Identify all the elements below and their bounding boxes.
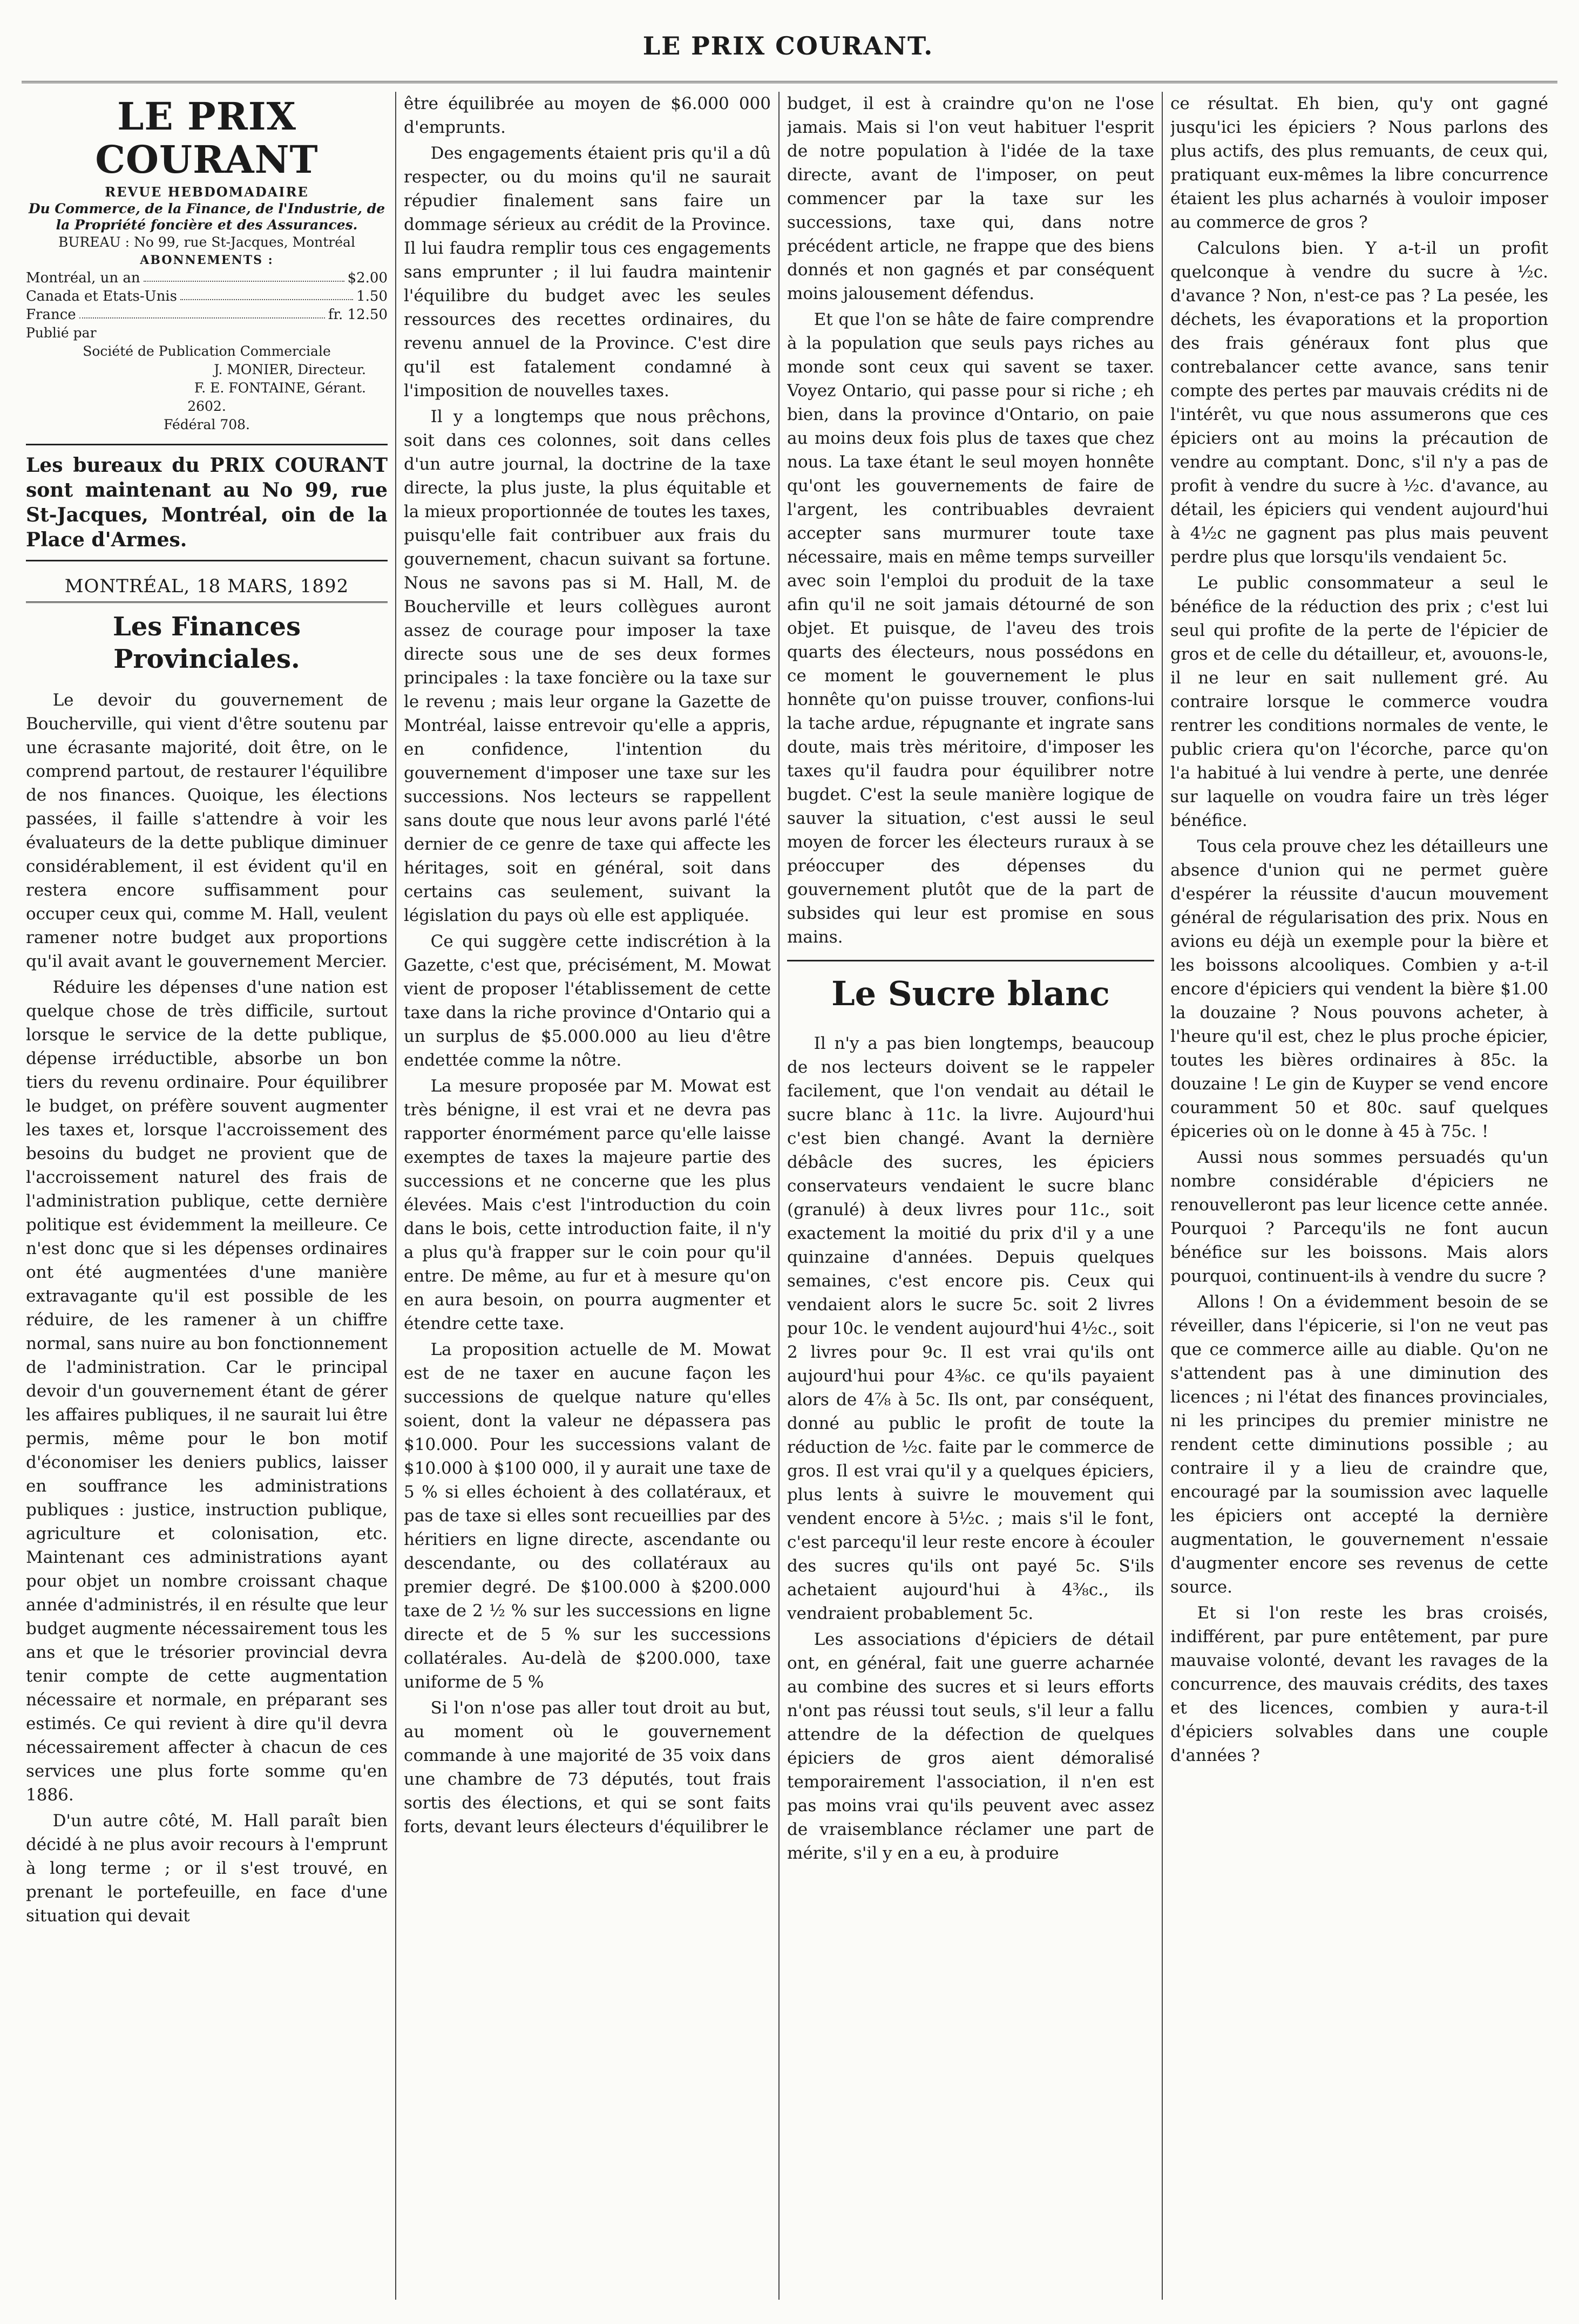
paragraph: Réduire les dépenses d'une nation est quelque chose de très difficile, surtout lorsque le service de la dette publique, dépense irréductible, absorbe un bon tiers du revenu ordinaire. Pour équilibrer le budget, on préfère souvent augmenter les taxes et, lorsque l'accroissement des besoins du budget ne provient que de l'accroissement naturel des frais de l'administration publique, cette dernière politique est évidemment la meilleure. Ce n'est donc que si les dépenses ordinaires ont été augmentées d'une manière extravagante qu'il est possible de les réduire, de les ramener à un chiffre normal, sans nuire au bon fonctionnement de l'administration. Car le principal devoir d'un gouvernement étant de gérer les affaires publiques, il ne saurait lui être permis, même pour le bon motif d'économiser les deniers publics, laisser en souffrance les administrations publiques : justice, instruction publique, agriculture et colonisation, etc. Maintenant ces administrations ayant pour objet un nombre croissant chaque année d'administrés, il en résulte que leur budget augmente nécessairement tous les ans et que le trésorier provincial devra tenir compte de cette augmentation nécessaire et normale, en préparant ses estimés. Ce qui revient à dire qu'il devra nécessairement affecter à chacun de ces services une plus forte somme qu'en 1886. (26, 978, 388, 1805)
phone-2: Fédéral 708. (163, 417, 250, 432)
rate-place: Canada et Etats-Unis (26, 288, 177, 304)
paragraph: Il n'y a pas bien longtemps, beaucoup de nos lecteurs doivent se le rappeler facilement, que l'on vendait au détail le sucre blanc à 11c. la livre. Aujourd'hui c'est bien changé. Avant la dernière débâcle des sucres, les épiciers conservateurs vendaient le sucre blanc (granulé) à deux livres pour 11c., soit exactement la moitié du prix d'il y a une quinzaine d'années. Depuis quelques semaines, c'est encore pis. Ceux qui vendaient alors le sucre 5c. soit 2 livres pour 10c. le vendent aujourd'hui 4½c., soit 2 livres pour 9c. Il est vrai qu'ils ont aujourd'hui pour 4⅜c. ce qu'ils payaient alors de 4⅞ à 5c. Ils ont, par conséquent, donné au public le profit de toute la réduction de ½c. faite par le commerce de gros. Il est vrai qu'il y a quelques épiciers, plus lents à suivre le mouvement qui vendent encore à 5½c. ; mais s'il le font, c'est parcequ'il leur reste encore à écouler des sucres qu'ils ont payé 5c. S'ils achetaient aujourd'hui à 4⅜c., ils vendraient probablement 5c. (787, 1034, 1154, 1623)
paragraph: Aussi nous sommes persuadés qu'un nombre considérable d'épiciers ne renouvelleront pas leur licence cette année. Pourquoi ? Parcequ'ils ne font aucun bénéfice sur les boissons. Mais alors pourquoi, continuent-ils à vendre du sucre ? (1170, 1148, 1548, 1286)
subscription-rate (26, 269, 388, 287)
paragraph: Les associations d'épiciers de détail ont, en général, fait une guerre acharnée au combine des sucres et si leurs efforts n'ont pas réussi tout seuls, s'il leur a fallu attendre de la défection de quelques épiciers de gros aient démoralisé temporairement l'association, il n'en est pas moins vrai qu'ils peuvent avec assez de vraisemblance réclamer une part de mérite, s'il y en a eu, à produire (787, 1630, 1154, 1863)
director: J. MONIER, Directeur. (214, 362, 366, 377)
rate-place: France (26, 307, 76, 323)
article-title-sucre: Le Sucre blanc (831, 974, 1110, 1013)
paragraph: Si l'on n'ose pas aller tout droit au but, au moment où le gouvernement commande à une majorité de 35 voix dans une chambre de 73 députés, tout frais sortis des élections, et qui se sont faits forts, devant leurs électeurs d'équilibrer le (404, 1698, 771, 1837)
published-by: Publié par (26, 325, 97, 341)
masthead (26, 95, 388, 434)
rate-place: Montréal, un an (26, 270, 140, 286)
header-rule (22, 81, 1557, 83)
paragraph: Et si l'on reste les bras croisés, indifférent, par pure entêtement, par pure mauvaise volonté, devant les ravages de la concurrence, des mauvais crédits, des taxes et des licences, combien y aura-t-il d'épiciers solvables dans une couple d'années ? (1170, 1603, 1548, 1765)
column-3 (787, 92, 1154, 2294)
column-1 (26, 92, 388, 2294)
paragraph: D'un autre côté, M. Hall paraît bien décidé à ne plus avoir recours à l'emprunt à long terme ; or il s'est trouvé, en prenant le portefeuille, en face d'une situation qui devait (26, 1811, 388, 1926)
paragraph: être équilibrée au moyen de $6.000 000 d'emprunts. (404, 94, 771, 137)
column-2 (404, 92, 771, 2294)
paragraph: La proposition actuelle de M. Mowat est de ne taxer en aucune façon les successions de quelque nature qu'elles soient, dont la valeur ne dépassera pas $10.000. Pour les successions valant de $10.000 à $100 000, il y aurait une taxe de 5 % si elles échoient à des collatéraux, et pas de taxe si elles sont recueillies par des héritiers en ligne directe, ascendante ou descendante, ou des collatéraux au premier degré. De $100.000 à $200.000 taxe de 2 ½ % sur les successions en ligne directe et de 5 % sur les successions collatérales. Au-delà de $200.000, taxe uniforme de 5 % (404, 1340, 771, 1692)
running-title: LE PRIX COURANT. (642, 31, 934, 60)
masthead-description: Du Commerce, de la Finance, de l'Industrie, de la Propriété foncière et des Assurances. (28, 201, 385, 233)
publisher: Société de Publication Commerciale (83, 343, 331, 359)
dateline: MONTRÉAL, 18 MARS, 1892 (26, 571, 388, 603)
paragraph: Le devoir du gouvernement de Boucherville, qui vient d'être soutenu par une écrasante majorité, doit être, on le comprend partout, de restaurer l'équilibre de nos finances. Quoique, les élections passées, il faille s'attendre à voir les évaluateurs de la dette publique diminuer considérablement, il est évident qu'il en restera encore suffisamment pour occuper ceux qui, comme M. Hall, veulent ramener notre budget aux proportions qu'il avait avant le gouvernement Mercier. (26, 690, 388, 971)
paragraph: Des engagements étaient pris qu'il a dû respecter, ou du moins qu'il ne saurait répudier finalement sans faire un dommage sérieux au crédit de la Province. Il lui faudra remplir tous ces engagements sans emprunter ; il lui faudra maintenir l'équilibre du budget avec les seules ressources des recettes ordinaires, du revenu annuel de la Province. C'est dire qu'il est fatalement condamné à l'imposition de nouvelles taxes. (404, 144, 771, 401)
paragraph: Et que l'on se hâte de faire comprendre à la population que seuls pays riches au monde sont ceux qui savent se taxer. Voyez Ontario, qui passe pour si riche ; eh bien, dans la province d'Ontario, on paie au moins deux fois plus de taxes que chez nous. La taxe étant le seul moyen honnête qu'ont les gouvernements de faire de l'argent, les contribuables devraient accepter sans murmurer toute taxe nécessaire, mais en même temps surveiller avec soin l'emploi du produit de la taxe afin qu'il ne soit jamais détourné de son objet. Et puisque, de l'aveu des trois quarts des électeurs, nous possédons en ce moment le gouvernement le plus honnête qu'on puisse trouver, confions-lui la tache ardue, répugnante et ingrate sans doute, mais très méritoire, d'imposer les taxes qu'il faudra pour équilibrer notre bugdet. C'est la seule manière logique de sauver la situation, c'est aussi le seul moyen de forcer les électeurs ruraux à se préoccuper des dépenses du gouvernement plutôt que de la part de subsides qui leur est promise en sous mains. (787, 310, 1154, 947)
column-4 (1170, 92, 1548, 2294)
paragraph: ce résultat. Eh bien, qu'y ont gagné jusqu'ici les épiciers ? Nous parlons des plus actifs, des plus remuants, de ceux qui, pratiquant eux-mêmes la libre concurrence étaient les plus acharnés à vouloir imposer au commerce de gros ? (1170, 94, 1548, 232)
office-notice: Les bureaux du PRIX COURANT sont maintenant au No 99, rue St-Jacques, Montréal, oin de la Place d'Armes. (26, 444, 388, 561)
column-rule (1162, 92, 1163, 2300)
paragraph: Tous cela prouve chez les détailleurs une absence d'union qui ne permet guère d'espérer la réussite d'aucun mouvement général de régularisation des prix. Nous en avions eu déjà un exemple pour la bière et les boissons alcooliques. Combien y a-t-il encore d'épiciers qui vendent la bière $1.00 la douzaine ? Nous pouvons acheter, à l'heure qu'il est, chez le plus proche épicier, toutes les bières ordinaires à 85c. la douzaine ! Le gin de Kuyper se vend encore couramment 50 et 80c. sauf quelques épiceries où on le donne à 45 à 75c. ! (1170, 837, 1548, 1141)
rate-price: fr. 12.50 (328, 307, 388, 323)
subscription-rate (26, 306, 388, 324)
phone-1: 2602. (187, 398, 226, 414)
rate-price: 1.50 (356, 288, 388, 304)
section-divider (787, 960, 1154, 961)
paragraph: Allons ! On a évidemment besoin de se réveiller, dans l'épicerie, si l'on ne veut pas que ce commerce aille au diable. Qu'on ne s'attendent pas à une diminution des licences ; ni l'état des finances provinciales, ni les principes du premier ministre ne rendent cette diminutions possible ; au contraire il y a lieu de craindre que, encouragé par la soumission avec laquelle les épiciers ont accepté la dernière augmentation, le gouvernement n'essaie d'augmenter encore ses revenus de cette source. (1170, 1292, 1548, 1597)
paragraph: Le public consommateur a seul le bénéfice de la réduction des prix ; c'est lui seul qui profite de la perte de l'épicier de gros et de celle du détailleur, et, avouons-le, il ne leur en sait nullement gré. Au contraire lorsque le commerce voudra rentrer les conditions normales de vente, le public criera qu'on l'écorche, parce qu'on l'a habitué à lui vendre à perte, une denrée sur laquelle on voudra faire un très léger bénéfice. (1170, 573, 1548, 830)
masthead-subtitle: REVUE HEBDOMADAIRE (105, 184, 309, 200)
paragraph: Il y a longtemps que nous prêchons, soit dans ces colonnes, soit dans celles d'un autre journal, la doctrine de la taxe directe, la plus juste, la plus équitable et la mieux proportionnée de toutes les taxes, puisqu'elle fait contribuer aux frais du gouvernement, chacun suivant sa fortune. Nous ne savons pas si M. Hall, M. de Boucherville et leurs collègues auront assez de courage pour imposer la taxe directe sous une de ses deux formes principales : la taxe foncière ou la taxe sur le revenu ; mais leur organe la Gazette de Montréal, laisse entrevoir qu'elle a appris, en confidence, l'intention du gouvernement d'imposer une taxe sur les successions. Nos lecteurs se rappellent sans doute que nous leur avons parlé l'été dernier de ce genre de taxe qui affecte les héritages, soit en général, soit dans certains cas seulement, suivant la législation du pays où elle est appliquée. (404, 407, 771, 925)
subscriptions-title: ABONNEMENTS : (140, 253, 274, 267)
paragraph: Calculons bien. Y a-t-il un profit quelconque à vendre du sucre à ½c. d'avance ? Non, n'est-ce pas ? La pesée, les déchets, les évaporations et la proportion des frais généraux font plus que contrebalancer cette avance, sans tenir compte des pertes par mauvais crédits ni de l'intérêt, vu que nous assumerons que ces épiciers ont au moins la précaution de vendre au comptant. Donc, s'il n'y a pas de profit à vendre du sucre à ½c. d'avance, au détail, les épiciers qui vendent aujourd'hui à 4½c ne gagnent pas plus mais peuvent perdre plus que lorsqu'ils vendaient 5c. (1170, 239, 1548, 567)
paragraph: Ce qui suggère cette indiscrétion à la Gazette, c'est que, précisément, M. Mowat vient de proposer l'établissement de cette taxe dans la riche province d'Ontario qui a un surplus de $5.000.000 au lieu d'être endettée comme la nôtre. (404, 932, 771, 1070)
masthead-title: LE PRIX COURANT (95, 94, 318, 182)
page-header (0, 22, 1579, 70)
paragraph: budget, il est à craindre qu'on ne l'ose jamais. Mais si l'on veut habituer l'esprit de notre population à l'idée de la taxe directe, avant de l'imposer, on peut commencer par la taxe sur les successions, taxe qui, dans notre précédent article, ne frappe que des biens donnés et non gagnés et par conséquent moins jalousement défendus. (787, 94, 1154, 303)
subscription-rate (26, 287, 388, 306)
paragraph: La mesure proposée par M. Mowat est très bénigne, il est vrai et ne devra pas rapporter énormément parce qu'elle laisse exemptes de taxes la majeure partie des successions et ne concerne que les plus élevées. Mais c'est l'introduction du coin dans le bois, cette introduction faite, il n'y a plus qu'à frapper sur le coin pour qu'il entre. De même, au fur et à mesure qu'on en aura besoin, on pourra augmenter et étendre cette taxe. (404, 1076, 771, 1333)
column-rule (395, 92, 396, 2300)
masthead-bureau: BUREAU : No 99, rue St-Jacques, Montréal (58, 234, 355, 250)
manager: F. E. FONTAINE, Gérant. (194, 380, 366, 396)
article-title-finances: Les Finances Provinciales. (112, 612, 301, 674)
column-rule (778, 92, 780, 2300)
rate-price: $2.00 (347, 270, 388, 286)
